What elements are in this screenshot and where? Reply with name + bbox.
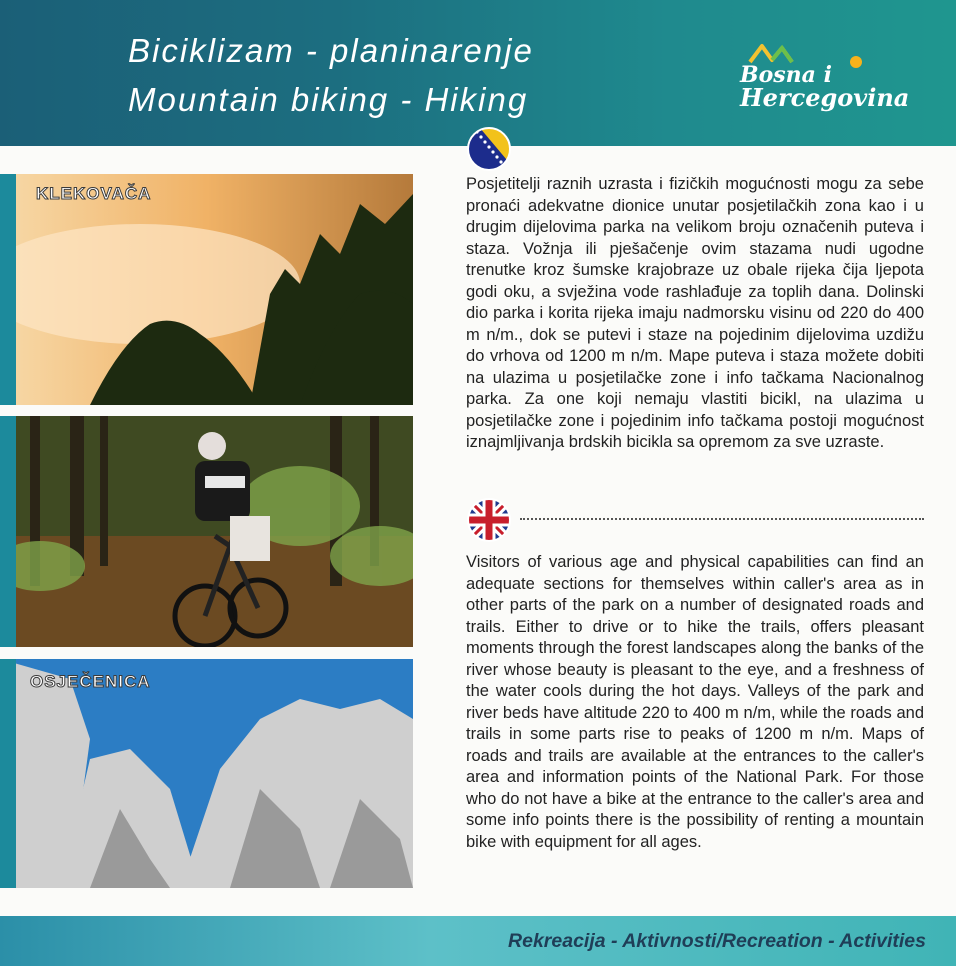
footer-section-title: Rekreacija - Aktivnosti/Recreation - Activities	[508, 930, 926, 952]
page-title-english: Mountain biking - Hiking	[128, 81, 529, 118]
english-description: Visitors of various age and physical capabilities can find an adequate sections for themselves within caller's area as in other parts of the park on a number of designated roads and trails. Either to drive or to hike the trails, offers pleasant moments through the forest landscapes along the banks of the river whose beauty is pleasant to the eye, and a freshness of the water cools during the hot days. Valleys of the park and river beds have altitude 220 to 400 m n/m, while the roads and trails in some parts rise to peaks of 1200 m n/m. Maps of roads and trails are available at the entrances to the caller's area and information points of the National Park. For those who do not have a bike at the entrance to the caller's area and some info points there is the possibility of renting a mountain bike with equipment for all ages.	[466, 553, 924, 851]
photo-label-osjecenica: OSJEČENICA	[30, 672, 151, 691]
bosnian-description: Posjetitelji raznih uzrasta i fizičkih mogućnosti mogu za sebe pronaći adekvatne dionice unutar posjetilačkih zona kao i u drugim dijelovima parka na velikom broju označenih puteva i staza. Vožnja ili pješačenje ovim stazama nudi ugodne trenutke kroz šumske krajobraze uz obale rijeka čija ljepota godi oku, a svježina vode rashlađuje za toplih dana. Dolinski dio parka i korita rijeka imaju nadmorsku visinu od 220 do 400 m n/m., dok se putevi i staze na pojedinim dijelovima uzdižu do vrhova od 1200 m n/m. Mape puteva i staza možete dobiti na ulazima u posjetilačke zone i info tačkama Nacionalnog parka. Za one koji nemaju vlastiti bicikl, na ulazima u posjetilačke zone i pojedinim info tačkama postoji mogućnost iznajmljivanja brdskih bicikla sa opremom za sve uzraste.	[466, 175, 924, 451]
bosnian-flag-icon	[466, 126, 512, 172]
photo-mountain-biker	[0, 416, 413, 647]
page-title-bosnian: Biciklizam - planinarenje	[128, 32, 534, 69]
photo-klekovaca-strip	[0, 174, 16, 405]
photo-biker-strip	[0, 416, 16, 647]
bih-tourism-logo	[722, 40, 932, 120]
photo-label-klekovaca: KLEKOVAČA	[36, 184, 152, 203]
uk-flag-icon	[466, 497, 512, 543]
logo-text-top: Bosna i	[740, 62, 832, 88]
dotted-divider	[520, 518, 924, 520]
photo-klekovaca	[0, 174, 413, 405]
photo-osjecenica-strip	[0, 659, 16, 888]
photo-osjecenica	[0, 659, 413, 888]
logo-text-bottom: Hercegovina	[740, 83, 910, 112]
